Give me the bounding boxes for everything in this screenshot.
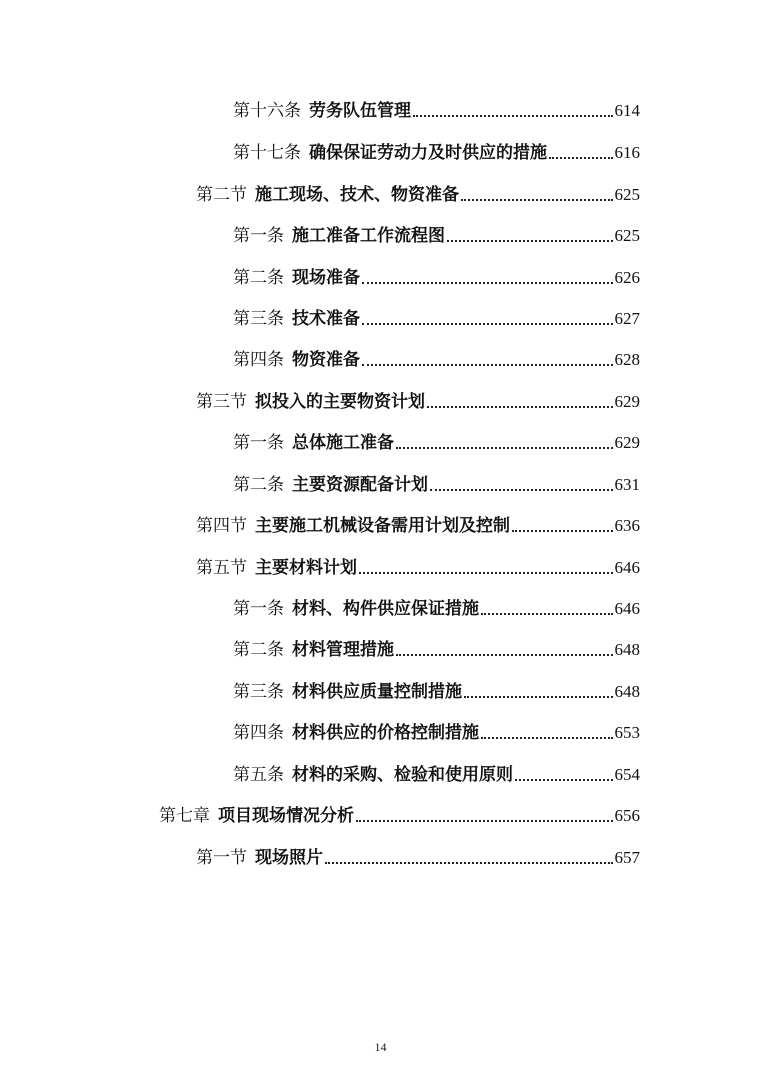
dot-leader [396,447,613,449]
entry-page: 646 [614,558,640,577]
entry-title: 拟投入的主要物资计划 [255,392,425,412]
entry-number: 第一条 [233,433,284,453]
toc-entry[interactable] [233,760,640,786]
entry-title: 项目现场情况分析 [218,806,354,826]
dot-leader [396,654,613,656]
toc-entry[interactable] [159,801,640,827]
entry-page: 646 [614,599,640,618]
dot-leader [512,530,613,532]
dot-leader [481,737,613,739]
entry-number: 第二条 [233,475,284,495]
entry-number: 第四条 [233,723,284,743]
entry-number: 第一条 [233,599,284,619]
entry-title: 技术准备 [292,309,360,329]
entry-page: 636 [614,516,640,535]
dot-leader [549,157,613,159]
entry-title: 施工准备工作流程图 [292,226,445,246]
toc-entry[interactable] [233,221,640,247]
entry-page: 629 [614,433,640,452]
entry-title: 材料的采购、检验和使用原则 [292,765,513,785]
toc-entry[interactable] [233,470,640,496]
dot-leader [461,199,613,201]
entry-page: 614 [614,101,640,120]
toc-entry[interactable] [233,428,640,454]
page-number: 14 [374,1040,387,1054]
toc-entry[interactable] [233,635,640,661]
entry-number: 第四节 [196,516,247,536]
entry-number: 第二节 [196,185,247,205]
entry-title: 施工现场、技术、物资准备 [255,185,459,205]
entry-page: 648 [614,640,640,659]
entry-title: 确保保证劳动力及时供应的措施 [309,143,547,163]
entry-page: 657 [614,848,640,867]
entry-title: 总体施工准备 [292,433,394,453]
entry-page: 625 [614,185,640,204]
toc-entry[interactable] [196,553,640,579]
dot-leader [325,862,613,864]
dot-leader [362,282,613,284]
entry-number: 第一条 [233,226,284,246]
toc-entry[interactable] [233,718,640,744]
entry-title: 现场照片 [255,848,323,868]
entry-title: 主要资源配备计划 [292,475,428,495]
dot-leader [362,364,613,366]
entry-title: 材料供应质量控制措施 [292,682,462,702]
entry-number: 第二条 [233,268,284,288]
dot-leader [362,323,613,325]
toc-entry[interactable] [233,677,640,703]
entry-title: 主要材料计划 [255,558,357,578]
entry-page: 625 [614,226,640,245]
dot-leader [427,406,613,408]
entry-title: 现场准备 [292,268,360,288]
entry-number: 第五条 [233,765,284,785]
toc-entry[interactable] [196,843,640,869]
entry-number: 第十六条 [233,101,301,121]
dot-leader [464,696,613,698]
toc-entry[interactable] [196,180,640,206]
entry-number: 第一节 [196,848,247,868]
entry-number: 第七章 [159,806,210,826]
toc-entry[interactable] [196,387,640,413]
entry-number: 第十七条 [233,143,301,163]
entry-title: 材料管理措施 [292,640,394,660]
entry-page: 653 [614,723,640,742]
toc-entry[interactable] [233,345,640,371]
toc-entry[interactable] [233,594,640,620]
entry-number: 第五节 [196,558,247,578]
toc-entry[interactable] [196,511,640,537]
toc-entry[interactable] [233,138,640,164]
entry-title: 劳务队伍管理 [309,101,411,121]
entry-page: 631 [614,475,640,494]
toc-entry[interactable] [233,304,640,330]
entry-number: 第三条 [233,682,284,702]
entry-page: 628 [614,350,640,369]
entry-number: 第二条 [233,640,284,660]
entry-title: 主要施工机械设备需用计划及控制 [255,516,510,536]
entry-number: 第三节 [196,392,247,412]
entry-page: 629 [614,392,640,411]
entry-page: 626 [614,268,640,287]
entry-number: 第四条 [233,350,284,370]
entry-title: 物资准备 [292,350,360,370]
toc-entry[interactable] [233,263,640,289]
dot-leader [430,489,613,491]
dot-leader [481,613,613,615]
entry-page: 616 [614,143,640,162]
dot-leader [515,779,613,781]
entry-page: 648 [614,682,640,701]
entry-number: 第三条 [233,309,284,329]
entry-title: 材料供应的价格控制措施 [292,723,479,743]
toc-entry[interactable] [233,96,640,122]
entry-page: 656 [614,806,640,825]
entry-page: 654 [614,765,640,784]
dot-leader [356,820,613,822]
dot-leader [413,115,613,117]
dot-leader [359,572,613,574]
entry-title: 材料、构件供应保证措施 [292,599,479,619]
dot-leader [447,240,613,242]
entry-page: 627 [614,309,640,328]
